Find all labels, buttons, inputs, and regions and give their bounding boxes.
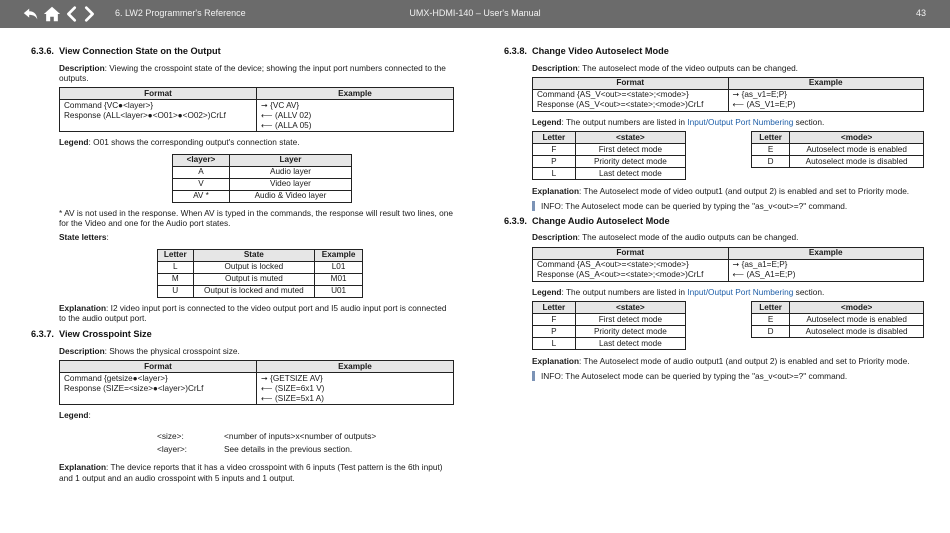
description: Description: Shows the physical crosspoint size. <box>59 345 240 356</box>
definition-row: <size>: <number of inputs>x<number of outputs> <box>157 430 377 441</box>
table-row: E Autoselect mode is enabled <box>752 144 924 156</box>
section-6-3-9-heading: 6.3.9. Change Audio Autoselect Mode <box>504 215 670 226</box>
left-column <box>31 46 454 487</box>
page-number: 43 <box>915 8 926 18</box>
state-letters-label: State letters: <box>59 232 109 243</box>
table-row: P Priority detect mode <box>533 156 686 168</box>
mode-table: Letter <mode> E Autoselect mode is enabled D Autoselect mode is disabled <box>751 131 924 168</box>
section-title: 6. LW2 Programmer's Reference <box>115 8 246 18</box>
format-table: Format Example Command {VC●<layer>} Response (ALL<layer>●<O01>●<O02>)CrLf ➞ {VC AV} ⟵ (ALLV 02) ⟵ (ALLA 05) <box>59 87 454 132</box>
table-row: AV * Audio & Video layer <box>173 190 352 202</box>
table-row: L Last detect mode <box>533 168 686 180</box>
right-column <box>504 46 924 386</box>
table-row: V Video layer <box>173 178 352 190</box>
layer-table: <layer> Layer A Audio layer V Video layer AV * Audio & Video layer <box>172 154 352 203</box>
page-header <box>0 0 950 28</box>
mode-table: Letter <mode> E Autoselect mode is enabled D Autoselect mode is disabled <box>751 301 924 338</box>
table-row: F First detect mode <box>533 144 686 156</box>
format-table: Format Example Command {AS_A<out>=<state>;<mode>} Response (AS_A<out>=<state>;<mode>)CrLf ➞ {as_a1=E;P} ⟵ (AS_A1=E;P) <box>532 247 924 282</box>
state-table: Letter <state> F First detect mode P Priority detect mode L Last detect mode <box>532 301 686 350</box>
port-numbering-link[interactable]: Input/Output Port Numbering <box>687 286 794 297</box>
explanation: Explanation: The Autoselect mode of audio output1 (and output 2) is enabled and set to Priority mode. <box>532 356 910 367</box>
legend: Legend: The output numbers are listed in Input/Output Port Numbering section. <box>532 286 825 297</box>
mode-tables <box>504 131 924 183</box>
info-note: INFO: The Autoselect mode can be queried by typing the "as_v<out>=?" command. <box>532 371 924 381</box>
table-row: A Audio layer <box>173 166 352 178</box>
definition-row: <layer>: See details in the previous section. <box>157 443 353 454</box>
table-row: L Output is locked L01 <box>158 261 363 273</box>
description: Description: The autoselect mode of the video outputs can be changed. <box>532 62 798 73</box>
description: Description: Viewing the crosspoint state of the device; showing the input port numbers connected to the outputs. <box>59 62 446 83</box>
manual-title: UMX-HDMI-140 – User's Manual <box>409 8 541 18</box>
explanation: Explanation: The Autoselect mode of video output1 (and output 2) is enabled and set to Priority mode. <box>532 186 910 197</box>
info-note: INFO: The Autoselect mode can be queried by typing the "as_v<out>=?" command. <box>532 201 924 211</box>
table-row: P Priority detect mode <box>533 326 686 338</box>
table-row: F First detect mode <box>533 314 686 326</box>
explanation: Explanation: The device reports that it has a video crosspoint with 6 inputs (Test pattern is the 6th input) and 1 output and an audio crosspoint with 5 inputs and 1 output. <box>59 462 443 483</box>
footnote: * AV is not used in the response. When AV is typed in the commands, the response will result two lines, one for the Video and one for the Audio port states. <box>59 207 454 228</box>
format-table: Format Example Command {getsize●<layer>} Response (SIZE=<size>●<layer>)CrLf ➞ {GETSIZE AV} ⟵ (SIZE=6x1 V) ⟵ (SIZE=5x1 A) <box>59 360 454 405</box>
port-numbering-link[interactable]: Input/Output Port Numbering <box>687 116 794 127</box>
mode-tables <box>504 301 924 353</box>
format-table: Format Example Command {AS_V<out>=<state>;<mode>} Response (AS_V<out>=<state>;<mode>)CrLf ➞ {as_v1=E;P} ⟵ (AS_V1=E;P) <box>532 77 924 112</box>
state-table: Letter State Example L Output is locked L01 M Output is muted M01 U Output is locked and muted U01 <box>157 249 363 298</box>
table-row: L Last detect mode <box>533 338 686 350</box>
legend-definitions <box>157 431 454 455</box>
table-row: D Autoselect mode is disabled <box>752 156 924 168</box>
legend: Legend: <box>59 410 91 421</box>
section-6-3-7-heading: 6.3.7. View Crosspoint Size <box>31 329 152 340</box>
table-row: U Output is locked and muted U01 <box>158 285 363 297</box>
section-6-3-8-heading: 6.3.8. Change Video Autoselect Mode <box>504 46 669 56</box>
state-table: Letter <state> F First detect mode P Priority detect mode L Last detect mode <box>532 131 686 180</box>
legend: Legend: The output numbers are listed in Input/Output Port Numbering section. <box>532 116 825 127</box>
description: Description: The autoselect mode of the audio outputs can be changed. <box>532 232 799 243</box>
table-row: E Autoselect mode is enabled <box>752 314 924 326</box>
table-row: D Autoselect mode is disabled <box>752 326 924 338</box>
section-6-3-6-heading: 6.3.6. View Connection State on the Output <box>31 46 221 56</box>
explanation: Explanation: I2 video input port is connected to the video output port and I5 audio input port is connected to the audio output port. <box>59 302 447 324</box>
table-row: M Output is muted M01 <box>158 273 363 285</box>
legend: Legend: O01 shows the corresponding output's connection state. <box>59 137 300 148</box>
